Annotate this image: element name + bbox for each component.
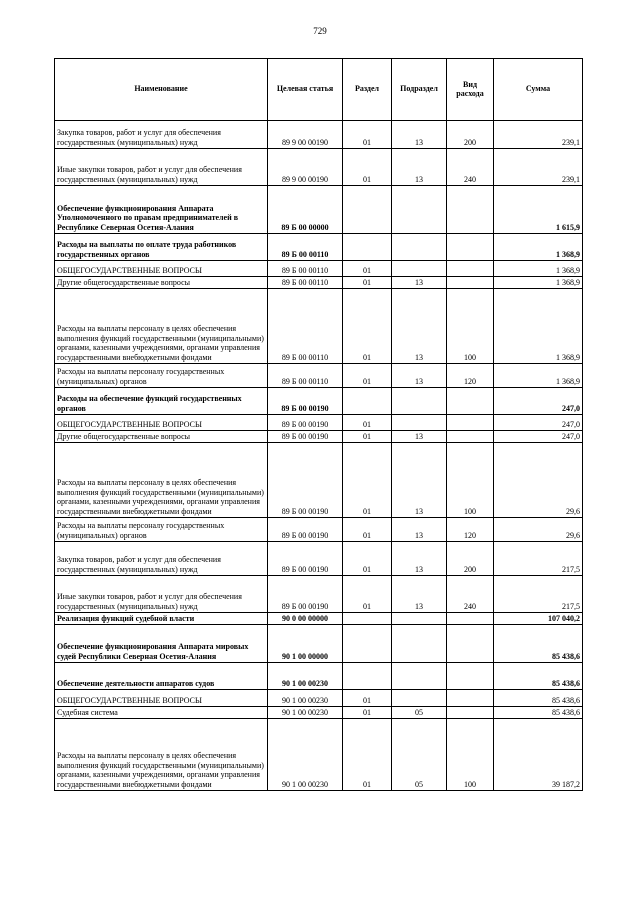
cell-section: 01 <box>343 719 392 791</box>
table-row <box>55 289 583 364</box>
cell-subsection <box>392 690 447 707</box>
cell-subsection: 13 <box>392 518 447 542</box>
cell-target: 90 1 00 00230 <box>268 690 343 707</box>
cell-subsection: 13 <box>392 121 447 149</box>
cell-name: Закупка товаров, работ и услуг для обеспечения государственных (муниципальных) нужд <box>55 542 268 576</box>
cell-section: 01 <box>343 121 392 149</box>
table-header <box>55 59 583 121</box>
cell-target: 89 Б 00 00190 <box>268 542 343 576</box>
cell-target: 90 1 00 00230 <box>268 663 343 690</box>
cell-type <box>447 690 494 707</box>
table-row <box>55 613 583 625</box>
cell-sum: 247,0 <box>494 388 583 415</box>
cell-target: 89 Б 00 00190 <box>268 518 343 542</box>
cell-target: 89 Б 00 00000 <box>268 186 343 234</box>
cell-type <box>447 261 494 277</box>
cell-target: 89 Б 00 00110 <box>268 234 343 261</box>
cell-name: Другие общегосударственные вопросы <box>55 277 268 289</box>
cell-type: 120 <box>447 364 494 388</box>
cell-sum: 1 368,9 <box>494 261 583 277</box>
table-body <box>55 121 583 791</box>
cell-section: 01 <box>343 518 392 542</box>
cell-type: 240 <box>447 149 494 186</box>
cell-subsection <box>392 625 447 663</box>
cell-subsection <box>392 663 447 690</box>
cell-section: 01 <box>343 415 392 431</box>
cell-subsection <box>392 613 447 625</box>
table-row <box>55 388 583 415</box>
cell-name: Обеспечение функционирования Аппарата Уполномоченного по правам предпринимателей в Республике Северная Осетия-Алания <box>55 186 268 234</box>
cell-subsection: 13 <box>392 149 447 186</box>
cell-section <box>343 234 392 261</box>
table-row <box>55 121 583 149</box>
cell-type: 200 <box>447 542 494 576</box>
cell-section <box>343 186 392 234</box>
table-row <box>55 542 583 576</box>
cell-name: Обеспечение функционирования Аппарата мировых судей Республики Северная Осетия-Алания <box>55 625 268 663</box>
cell-name: Расходы на выплаты по оплате труда работников государственных органов <box>55 234 268 261</box>
table-row <box>55 707 583 719</box>
cell-name: Закупка товаров, работ и услуг для обеспечения государственных (муниципальных) нужд <box>55 121 268 149</box>
cell-section <box>343 625 392 663</box>
cell-subsection: 13 <box>392 443 447 518</box>
cell-target: 89 Б 00 00190 <box>268 576 343 613</box>
cell-sum: 85 438,6 <box>494 707 583 719</box>
cell-name: Другие общегосударственные вопросы <box>55 431 268 443</box>
cell-type <box>447 707 494 719</box>
cell-name: Обеспечение деятельности аппаратов судов <box>55 663 268 690</box>
cell-type: 200 <box>447 121 494 149</box>
cell-type <box>447 277 494 289</box>
cell-section: 01 <box>343 364 392 388</box>
cell-type: 240 <box>447 576 494 613</box>
cell-subsection: 05 <box>392 719 447 791</box>
table-row <box>55 576 583 613</box>
table-row <box>55 690 583 707</box>
cell-target: 90 0 00 00000 <box>268 613 343 625</box>
cell-section: 01 <box>343 707 392 719</box>
cell-sum: 217,5 <box>494 542 583 576</box>
cell-target: 89 Б 00 00110 <box>268 289 343 364</box>
cell-type: 120 <box>447 518 494 542</box>
cell-sum: 107 040,2 <box>494 613 583 625</box>
cell-subsection: 13 <box>392 431 447 443</box>
cell-sum: 1 368,9 <box>494 277 583 289</box>
cell-section: 01 <box>343 690 392 707</box>
cell-name: Иные закупки товаров, работ и услуг для обеспечения государственных (муниципальных) нужд <box>55 576 268 613</box>
cell-name: Иные закупки товаров, работ и услуг для обеспечения государственных (муниципальных) нужд <box>55 149 268 186</box>
cell-target: 89 Б 00 00110 <box>268 277 343 289</box>
cell-type <box>447 625 494 663</box>
cell-target: 90 1 00 00000 <box>268 625 343 663</box>
cell-type <box>447 663 494 690</box>
cell-subsection: 13 <box>392 364 447 388</box>
cell-section <box>343 613 392 625</box>
cell-type <box>447 431 494 443</box>
header-type: Вид расхода <box>447 59 494 121</box>
cell-sum: 1 368,9 <box>494 289 583 364</box>
cell-sum: 1 368,9 <box>494 364 583 388</box>
cell-target: 89 Б 00 00110 <box>268 364 343 388</box>
cell-sum: 29,6 <box>494 518 583 542</box>
cell-name: ОБЩЕГОСУДАРСТВЕННЫЕ ВОПРОСЫ <box>55 261 268 277</box>
cell-subsection <box>392 234 447 261</box>
cell-sum: 85 438,6 <box>494 625 583 663</box>
cell-type <box>447 234 494 261</box>
table-row <box>55 518 583 542</box>
cell-sum: 217,5 <box>494 576 583 613</box>
cell-name: Расходы на выплаты персоналу в целях обеспечения выполнения функций государственными (муниципальными) органами, казенными учреждениями, органами управления государственными внебюджетными фондами <box>55 443 268 518</box>
table-row <box>55 625 583 663</box>
header-name: Наименование <box>55 59 268 121</box>
cell-sum: 85 438,6 <box>494 663 583 690</box>
header-target: Целевая статья <box>268 59 343 121</box>
table-row <box>55 234 583 261</box>
header-sum: Сумма <box>494 59 583 121</box>
cell-subsection: 13 <box>392 289 447 364</box>
cell-target: 90 1 00 00230 <box>268 707 343 719</box>
cell-sum: 39 187,2 <box>494 719 583 791</box>
cell-name: ОБЩЕГОСУДАРСТВЕННЫЕ ВОПРОСЫ <box>55 415 268 431</box>
cell-sum: 1 368,9 <box>494 234 583 261</box>
cell-name: Реализация функций судебной власти <box>55 613 268 625</box>
cell-subsection <box>392 388 447 415</box>
cell-target: 89 Б 00 00110 <box>268 261 343 277</box>
cell-section: 01 <box>343 289 392 364</box>
budget-table <box>54 58 583 791</box>
table-row <box>55 149 583 186</box>
cell-sum: 239,1 <box>494 121 583 149</box>
table-row <box>55 364 583 388</box>
cell-type: 100 <box>447 719 494 791</box>
cell-target: 89 9 00 00190 <box>268 149 343 186</box>
cell-name: Судебная система <box>55 707 268 719</box>
cell-subsection <box>392 186 447 234</box>
cell-target: 89 Б 00 00190 <box>268 415 343 431</box>
cell-type <box>447 186 494 234</box>
header-section: Раздел <box>343 59 392 121</box>
table-row <box>55 415 583 431</box>
cell-subsection: 13 <box>392 542 447 576</box>
cell-sum: 239,1 <box>494 149 583 186</box>
cell-target: 90 1 00 00230 <box>268 719 343 791</box>
cell-section: 01 <box>343 443 392 518</box>
cell-subsection <box>392 415 447 431</box>
table-row <box>55 663 583 690</box>
cell-section <box>343 663 392 690</box>
page-number: 729 <box>313 26 327 36</box>
cell-subsection <box>392 261 447 277</box>
table-row <box>55 261 583 277</box>
cell-target: 89 9 00 00190 <box>268 121 343 149</box>
cell-target: 89 Б 00 00190 <box>268 388 343 415</box>
cell-subsection: 13 <box>392 277 447 289</box>
cell-name: Расходы на выплаты персоналу в целях обеспечения выполнения функций государственными (муниципальными) органами, казенными учреждениями, органами управления государственными внебюджетными фондами <box>55 719 268 791</box>
table-row <box>55 277 583 289</box>
cell-name: Расходы на обеспечение функций государственных органов <box>55 388 268 415</box>
table-row <box>55 719 583 791</box>
header-subsection: Подраздел <box>392 59 447 121</box>
cell-type: 100 <box>447 289 494 364</box>
cell-section: 01 <box>343 261 392 277</box>
cell-section: 01 <box>343 431 392 443</box>
cell-sum: 29,6 <box>494 443 583 518</box>
cell-type <box>447 613 494 625</box>
cell-sum: 247,0 <box>494 431 583 443</box>
table-row <box>55 186 583 234</box>
cell-name: Расходы на выплаты персоналу в целях обеспечения выполнения функций государственными (муниципальными) органами, казенными учреждениями, органами управления государственными внебюджетными фондами <box>55 289 268 364</box>
cell-target: 89 Б 00 00190 <box>268 431 343 443</box>
cell-section <box>343 388 392 415</box>
cell-sum: 85 438,6 <box>494 690 583 707</box>
cell-name: Расходы на выплаты персоналу государственных (муниципальных) органов <box>55 364 268 388</box>
cell-subsection: 13 <box>392 576 447 613</box>
cell-section: 01 <box>343 149 392 186</box>
cell-name: Расходы на выплаты персоналу государственных (муниципальных) органов <box>55 518 268 542</box>
cell-type <box>447 415 494 431</box>
cell-sum: 247,0 <box>494 415 583 431</box>
cell-subsection: 05 <box>392 707 447 719</box>
cell-type: 100 <box>447 443 494 518</box>
cell-section: 01 <box>343 576 392 613</box>
cell-sum: 1 615,9 <box>494 186 583 234</box>
cell-name: ОБЩЕГОСУДАРСТВЕННЫЕ ВОПРОСЫ <box>55 690 268 707</box>
table-row <box>55 431 583 443</box>
cell-target: 89 Б 00 00190 <box>268 443 343 518</box>
cell-section: 01 <box>343 277 392 289</box>
cell-section: 01 <box>343 542 392 576</box>
cell-type <box>447 388 494 415</box>
table-row <box>55 443 583 518</box>
